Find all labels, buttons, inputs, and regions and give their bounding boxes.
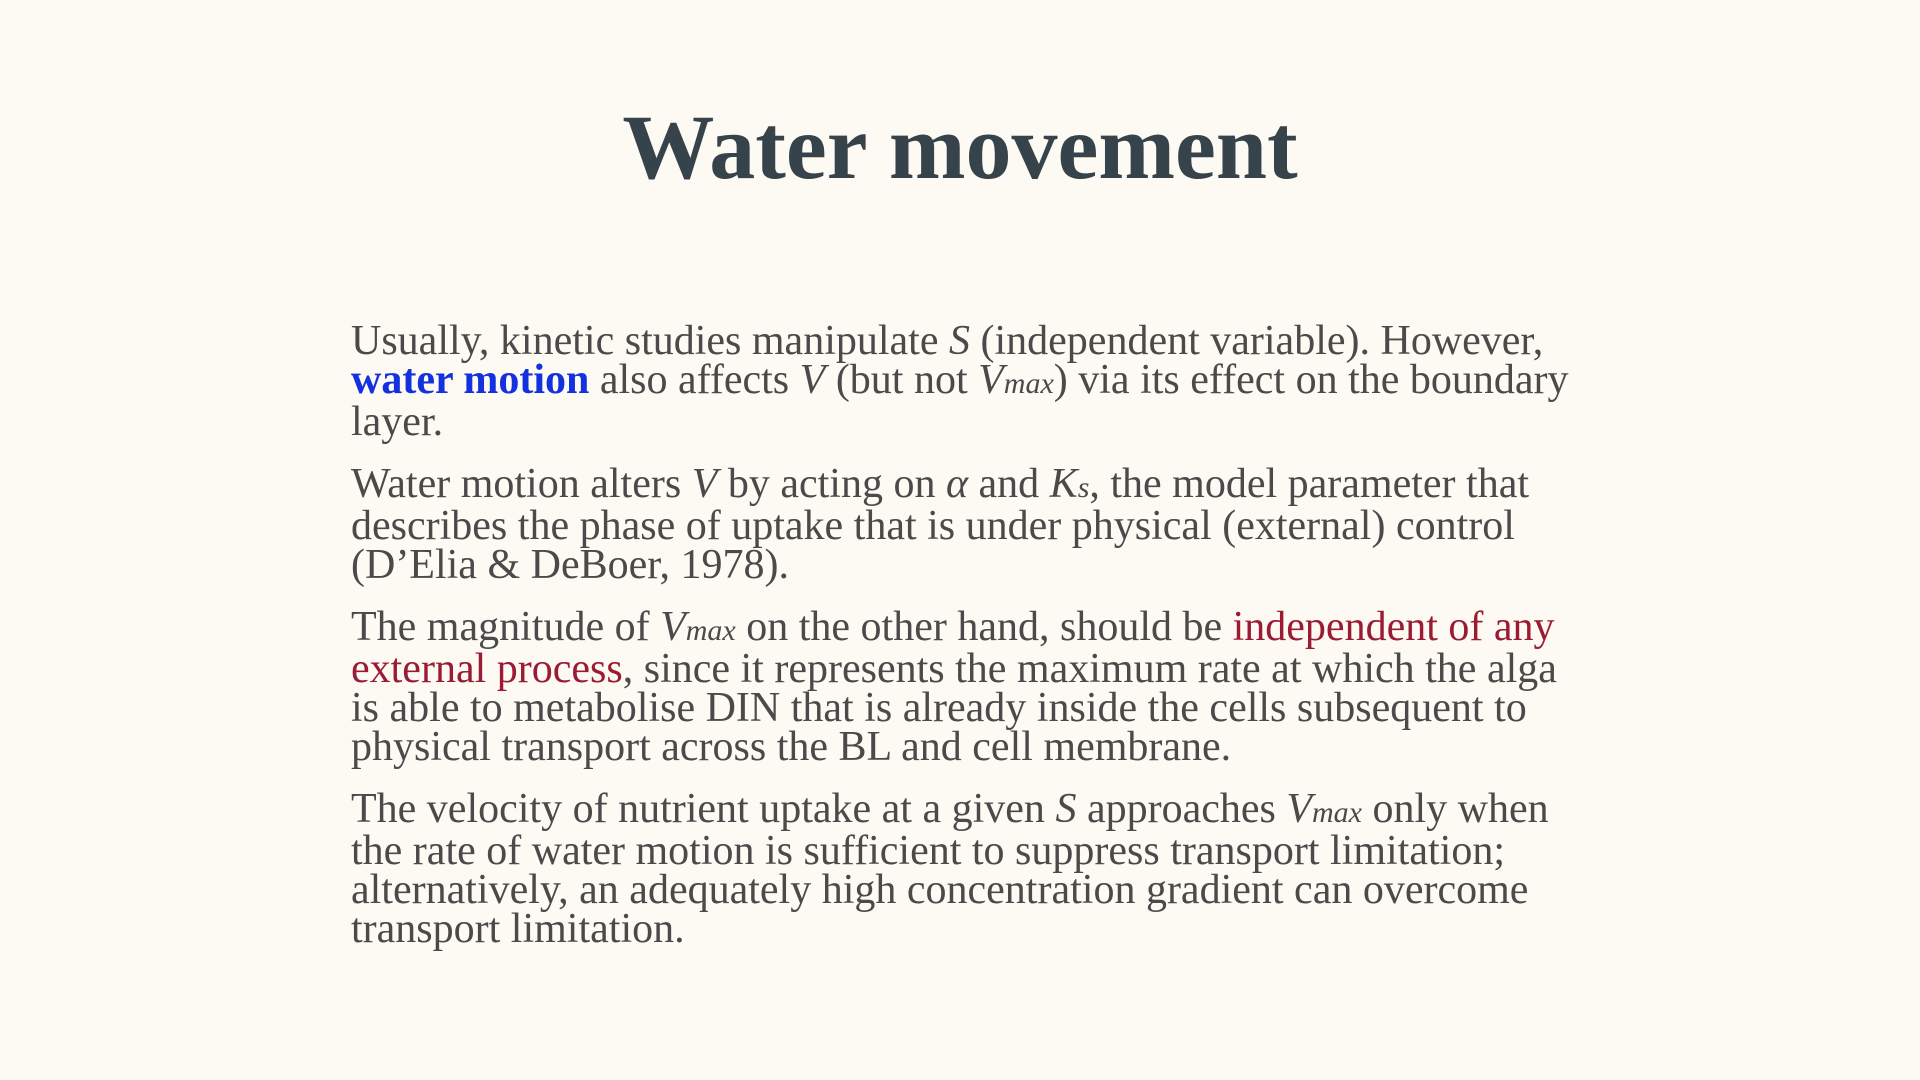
variable-alpha: α bbox=[945, 461, 969, 507]
paragraph-4 bbox=[351, 786, 1581, 952]
k-subscript: s bbox=[1077, 471, 1090, 504]
vmax-subscript: max bbox=[1003, 367, 1054, 400]
slide-title: Water movement bbox=[622, 96, 1298, 198]
vmax-subscript: max bbox=[685, 614, 736, 647]
text-run: only when the rate of water motion is sufficient to suppress transport limitation; alternatively, an adequately high concentration gradient can overcome transport limitation. bbox=[351, 786, 1549, 952]
text-run: , since it represents the maximum rate at which the alga is able to metabolise DIN that is already inside the cells subsequent to physical transport across the BL and cell membrane. bbox=[351, 646, 1557, 770]
text-run: and bbox=[968, 461, 1050, 507]
variable-v: V bbox=[799, 357, 826, 403]
variable-vmax: V bbox=[978, 357, 1004, 403]
text-run: by acting on bbox=[717, 461, 946, 507]
paragraph-1 bbox=[351, 318, 1581, 445]
variable-v: V bbox=[691, 461, 718, 507]
highlight-water-motion: water motion bbox=[351, 357, 590, 403]
variable-vmax: V bbox=[660, 604, 686, 650]
text-run: on the other hand, should be bbox=[735, 604, 1233, 650]
variable-vmax: V bbox=[1286, 786, 1312, 832]
text-run: The velocity of nutrient uptake at a given bbox=[351, 786, 1056, 832]
text-run: (but not bbox=[825, 357, 979, 403]
vmax-subscript: max bbox=[1312, 796, 1362, 829]
variable-s: S bbox=[949, 318, 970, 364]
variable-s: S bbox=[1055, 786, 1077, 832]
text-run: , the model parameter that describes the phase of uptake that is under physical (external) control (D’Elia & DeBoer, 1978). bbox=[351, 461, 1530, 588]
variable-k: K bbox=[1049, 461, 1078, 507]
text-run: ) via its effect on the boundary layer. bbox=[351, 357, 1569, 445]
text-run: Water motion alters bbox=[351, 461, 692, 507]
text-run: approaches bbox=[1076, 786, 1287, 832]
text-run: The magnitude of bbox=[351, 604, 661, 650]
paragraph-3 bbox=[351, 604, 1581, 770]
text-run: also affects bbox=[589, 357, 800, 403]
text-run: (independent variable). However, bbox=[970, 318, 1544, 364]
slide-body bbox=[351, 318, 1581, 972]
text-run: Usually, kinetic studies manipulate bbox=[351, 318, 949, 364]
highlight-independent: independent of any external process bbox=[351, 604, 1555, 692]
paragraph-2 bbox=[351, 461, 1581, 588]
